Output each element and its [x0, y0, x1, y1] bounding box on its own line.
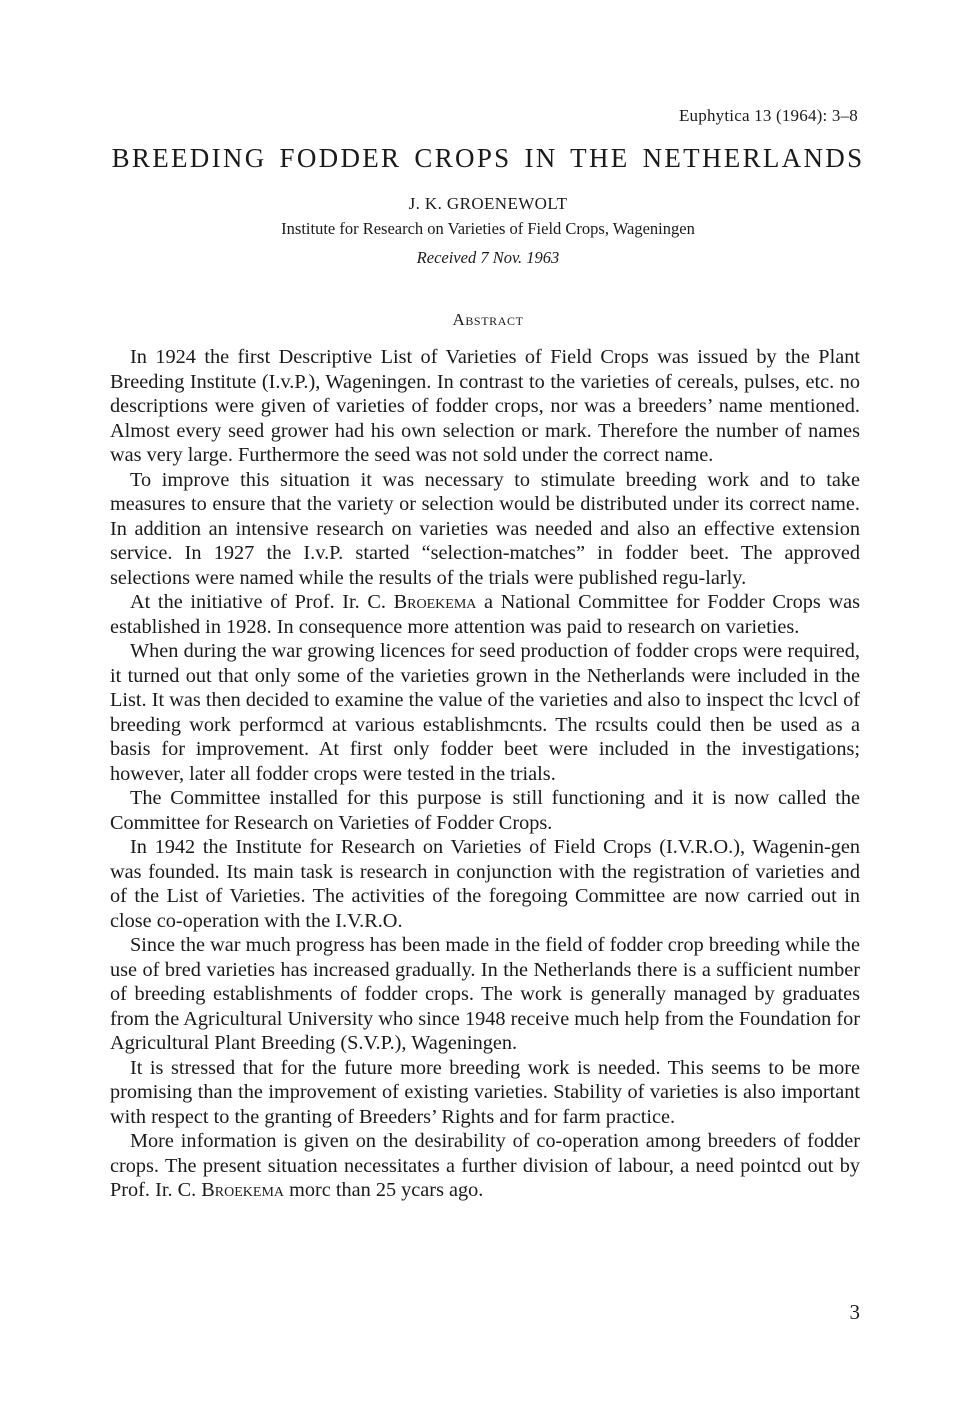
abstract-paragraph-4: When during the war growing licences for seed production of fodder crops were required, it turned out that only some of the varieties grown in the Netherlands were included in the List. It was then decided to examine the value of the varieties and also to inspect thc lcvcl of breeding work performcd at various establishmcnts. The rcsults could then be used as a basis for improvement. At first only fodder beet were included in the investigations; however, later all fodder crops were tested in the trials.	[110, 640, 860, 785]
page-number: 3	[849, 1300, 860, 1324]
paragraph-text: morc than 25 ycars ago.	[284, 1179, 484, 1201]
journal-reference: Euphytica 13 (1964): 3–8	[678, 106, 858, 125]
abstract-paragraph-1: In 1924 the first Descriptive List of Varieties of Field Crops was issued by the Plant Breeding Institute (I.v.P.), Wageningen. In contrast to the varieties of cereals, pulses, etc. no descriptions were given of varieties of fodder crops, nor was a breeders’ name mentioned. Almost every seed grower had his own selection or mark. Therefore the number of names was very large. Furthermore the seed was not sold under the correct name.	[110, 346, 860, 466]
author-name: J. K. GROENEWOLT	[408, 194, 568, 213]
author-affiliation: Institute for Research on Varieties of Field Crops, Wageningen	[281, 219, 695, 238]
article-title: BREEDING FODDER CROPS IN THE NETHERLANDS	[111, 143, 865, 173]
abstract-paragraph-5: The Committee installed for this purpose is still functioning and it is now called the Committee for Research on Varieties of Fodder Crops.	[110, 787, 860, 834]
paragraph-text: a National Committee for Fodder Crops was established in 1928. In consequence more attention was paid to research on varieties.	[110, 591, 860, 638]
abstract-paragraph-3	[110, 590, 860, 639]
abstract-paragraph-9	[110, 1129, 860, 1203]
abstract-paragraph-7: Since the war much progress has been made in the field of fodder crop breeding while the use of bred varieties has increased gradually. In the Netherlands there is a sufficient number of breeding establishments of fodder crops. The work is generally managed by graduates from the Agricultural University who since 1948 receive much help from the Foundation for Agricultural Plant Breeding (S.V.P.), Wageningen.	[110, 934, 860, 1054]
person-name: Broekema	[393, 591, 477, 613]
abstract-heading: Abstract	[452, 310, 524, 329]
abstract-paragraph-6: In 1942 the Institute for Research on Varieties of Field Crops (I.V.R.O.), Wagenin-gen was founded. Its main task is research in conjunction with the registration of varieties and of the List of Varieties. The activities of the foregoing Committee are now carried out in close co-operation with the I.V.R.O.	[110, 836, 860, 932]
abstract-paragraph-2: To improve this situation it was necessary to stimulate breeding work and to take measures to ensure that the variety or selection would be distributed under its correct name. In addition an intensive research on varieties was needed and also an effective extension service. In 1927 the I.v.P. started “selection-matches” in fodder beet. The approved selections were named while the results of the trials were published regu-larly.	[110, 468, 860, 589]
abstract-paragraph-8: It is stressed that for the future more breeding work is needed. This seems to be more promising than the improvement of existing varieties. Stability of varieties is also important with respect to the granting of Breeders’ Rights and for farm practice.	[110, 1056, 860, 1128]
abstract-body	[110, 345, 860, 1203]
paragraph-text: More information is given on the desirability of co-operation among breeders of fodder crops. The present situation necessitates a further division of labour, a need pointcd out by Prof. Ir. C.	[110, 1130, 860, 1201]
received-date: Received 7 Nov. 1963	[416, 248, 560, 267]
paragraph-text: At the initiative of Prof. Ir. C.	[130, 591, 394, 613]
person-name: Broekema	[201, 1179, 285, 1201]
